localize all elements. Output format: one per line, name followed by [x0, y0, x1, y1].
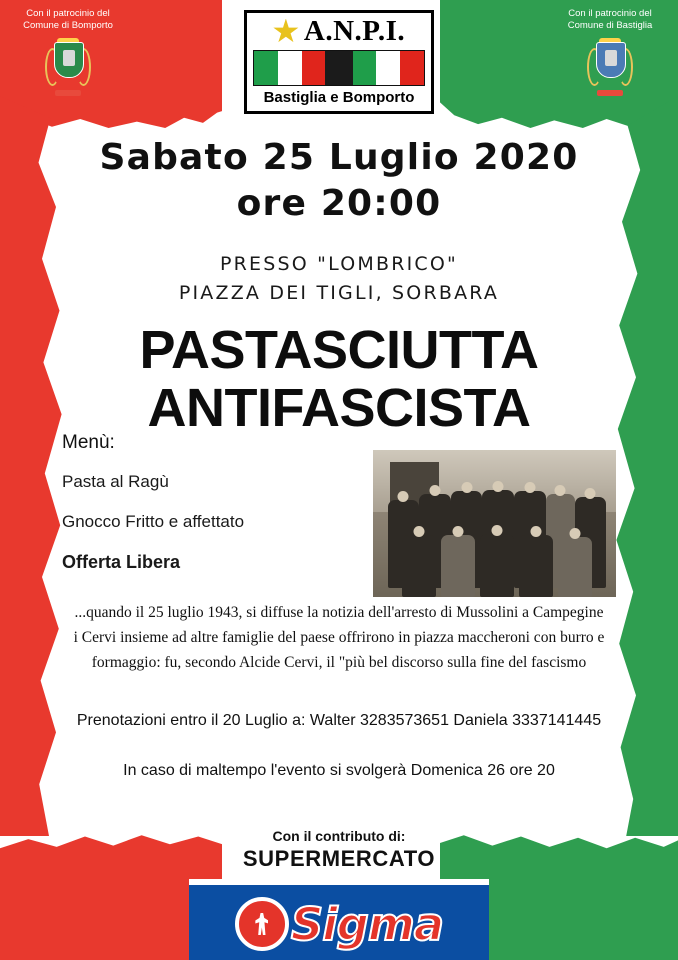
photo-person-seated: [558, 537, 592, 597]
flag-red: [302, 51, 326, 85]
sigma-logo: [189, 879, 489, 960]
sigma-brand-wordmark: Sigma: [290, 897, 444, 951]
bad-weather-notice: In caso di maltempo l'evento si svolgerà Domenica 26 ore 20: [123, 762, 555, 779]
comune-di-bomporto-crest-icon: [45, 38, 91, 96]
patron-bastiglia-line2: Comune di Bastiglia: [567, 19, 653, 31]
photo-person-seated: [480, 534, 514, 597]
booking-info: Prenotazioni entro il 20 Luglio a: Walter 3283573651 Daniela 3337141445: [76, 712, 602, 729]
anpi-subtitle: Bastiglia e Bomporto: [263, 89, 415, 106]
photo-person-head: [398, 491, 409, 502]
menu-item: Pasta al Ragù: [62, 472, 169, 491]
shield-emblem-icon: [605, 50, 617, 66]
patron-bastiglia-line1: Con il patrocinio del: [568, 8, 652, 19]
photo-person-head: [461, 482, 472, 493]
sponsor-block: [174, 828, 504, 960]
photo-person-head: [555, 485, 566, 496]
photo-person-head: [530, 526, 541, 537]
event-time: ore 20:00: [236, 182, 442, 224]
photo-person-head: [414, 526, 425, 537]
ribbon-icon: [55, 90, 81, 96]
shield-emblem-icon: [63, 50, 75, 66]
historic-group-photo: [373, 450, 616, 597]
menu-title: Menù:: [62, 432, 115, 453]
photo-person-seated: [441, 535, 475, 597]
italian-flag-bar: [253, 50, 425, 86]
venue-line-2: PIAZZA DEI TIGLI, SORBARA: [178, 281, 500, 304]
patron-bomporto-line1: Con il patrocinio del: [26, 8, 110, 19]
photo-person-head: [569, 528, 580, 539]
shield-icon: [596, 42, 626, 78]
running-man-glyph: [255, 913, 268, 935]
poster-main-content: [62, 136, 616, 438]
venue-line-1: PRESSO "LOMBRICO": [220, 253, 458, 276]
poster-headline: [62, 321, 616, 438]
anpi-logo-box: [244, 10, 434, 114]
photo-person-head: [429, 485, 440, 496]
flag-black: [325, 51, 352, 85]
photo-person-head: [524, 482, 535, 493]
headline-line-2: ANTIFASCISTA: [147, 378, 531, 439]
anpi-acronym: A.N.P.I.: [303, 15, 406, 47]
flag-white: [278, 51, 302, 85]
menu-offer: Offerta Libera: [62, 552, 181, 572]
flag-white-2: [376, 51, 400, 85]
flag-green: [254, 51, 278, 85]
anpi-logo: [244, 10, 434, 114]
photo-person-head: [585, 488, 596, 499]
shield-icon: [54, 42, 84, 78]
patron-bomporto-line2: Comune di Bomporto: [23, 19, 113, 31]
anpi-title-row: [253, 17, 425, 46]
headline-line-1: PASTASCIUTTA: [139, 320, 539, 381]
photo-person-seated: [402, 535, 436, 597]
flag-red-2: [400, 51, 424, 85]
menu-item: Gnocco Fritto e affettato: [62, 512, 245, 531]
photo-person-head: [491, 525, 502, 536]
sigma-running-man-icon: [235, 897, 289, 951]
sponsor-supermarket-label: SUPERMERCATO: [242, 846, 436, 871]
patron-bastiglia: [550, 8, 670, 96]
event-venue: [62, 250, 616, 307]
five-point-star-icon: [273, 19, 299, 45]
ribbon-icon: [597, 90, 623, 96]
historical-note: ...quando il 25 luglio 1943, si diffuse la notizia dell'arresto di Mussolini a Campegine i Cervi insieme ad altre famiglie del paese offrirono in piazza maccheroni con burro e formaggio: fu, secondo Alcide Cervi, il "più bel discorso sulla fine del fascismo: [73, 604, 605, 672]
photo-person-seated: [519, 535, 553, 597]
flag-green-2: [353, 51, 377, 85]
sponsor-contribution-label: Con il contributo di:: [272, 828, 406, 844]
photo-person-head: [453, 526, 464, 537]
comune-di-bastiglia-crest-icon: [587, 38, 633, 96]
event-date: Sabato 25 Luglio 2020: [99, 137, 579, 178]
patron-bomporto: [8, 8, 128, 96]
menu-block: [62, 432, 362, 593]
photo-person-head: [493, 481, 504, 492]
